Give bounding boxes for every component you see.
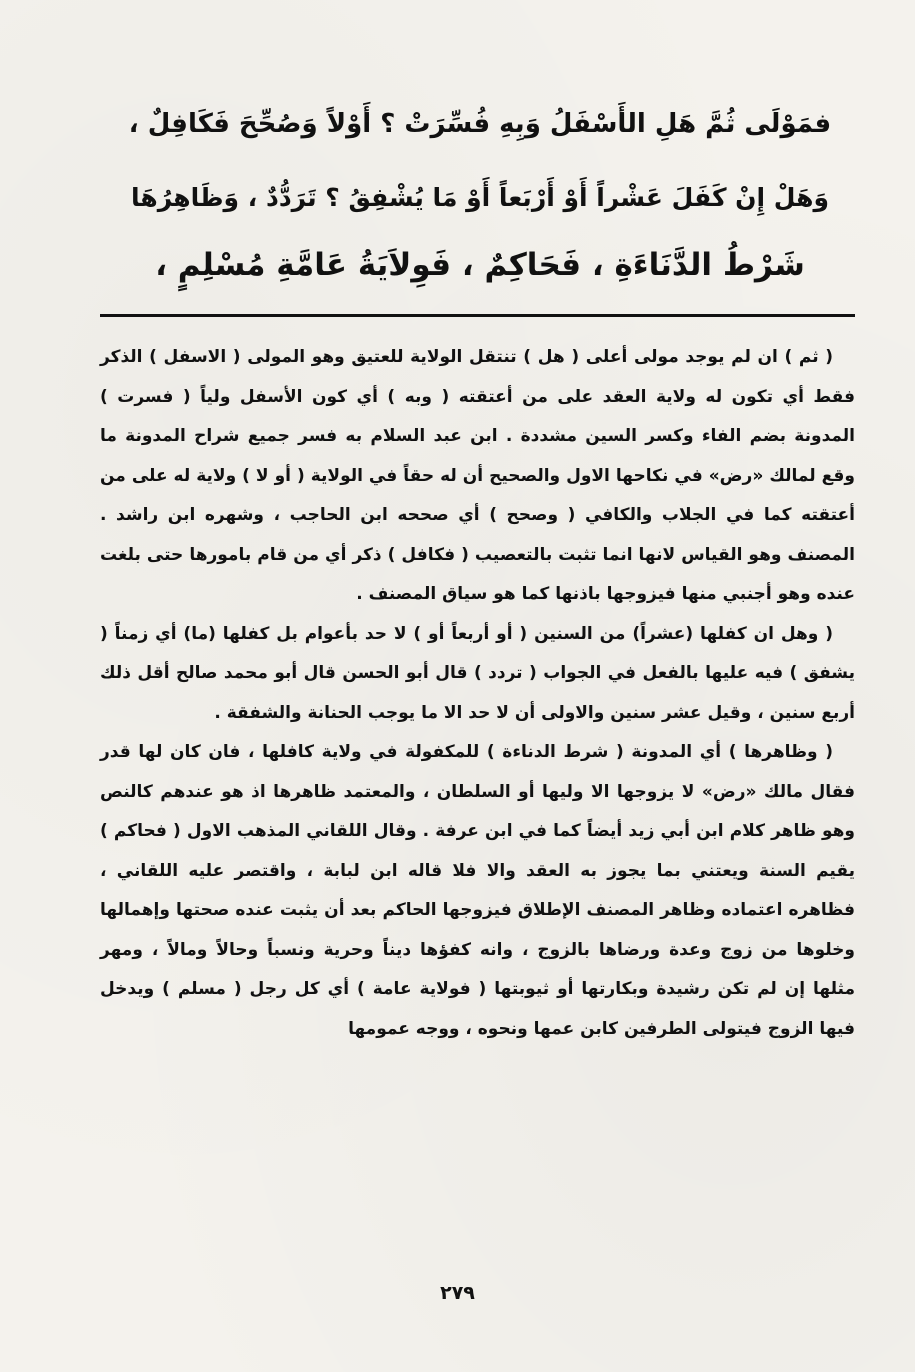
commentary-block bbox=[100, 338, 855, 1049]
commentary-paragraph-2: ( وهل ان كفلها (عشراً) من السنين ( أو أربعاً أو ) لا حد بأعوام بل كفلها (ما) أي زمناً ( يشفق ) فيه عليها بالفعل في الجواب ( تردد ) قال أبو الحسن قال أبو محمد صالح أقل ذلك أربع سنين ، وقيل عشر سنين والاولى أن لا حد الا ما يوجب الحنانة والشفقة . bbox=[100, 623, 855, 723]
verse-line-3: شَرْطُ الدَّنَاءَةِ ، فَحَاكِمٌ ، فَوِلاَيَةُ عَامَّةِ مُسْلِمٍ ، bbox=[155, 247, 805, 283]
divider-rule bbox=[100, 314, 855, 317]
verse-line-2: وَهَلْ إِنْ كَفَلَ عَشْراً أَوْ أَرْبَعاً أَوْ مَا يُشْفِقُ ؟ تَرَدُّدٌ ، وَظَاهِرُهَا bbox=[131, 183, 829, 212]
commentary-paragraph-3: ( وظاهرها ) أي المدونة ( شرط الدناءة ) للمكفولة في ولاية كافلها ، فان كان لها قدر فقال مالك «رض» لا يزوجها الا وليها أو السلطان ، والمعتمد ظاهرها اذ هو عندهم كالنص وهو ظاهر كلام ابن أبي زيد أيضاً كما في ابن عرفة . وقال اللقاني المذهب الاول ( فحاكم ) يقيم السنة ويعتني بما يجوز به العقد والا فلا قاله ابن لبابة ، واقتصر عليه اللقاني ، فظاهره اعتماده وظاهر المصنف الإطلاق فيزوجها الحاكم بعد أن يثبت عنده صحتها وإهمالها وخلوها من زوج وعدة ورضاها بالزوج ، وانه كفؤها ديناً وحرية ونسباً وحالاً ومالاً ، ومهر مثلها إن لم تكن رشيدة وبكارتها أو ثيوبتها ( فولاية عامة ) أي كل رجل ( مسلم ) ويدخل فيها الزوج فيتولى الطرفين كابن عمها ونحوه ، ووجه عمومها bbox=[100, 742, 855, 1039]
page-number: ٢٧٩ bbox=[440, 1282, 475, 1304]
commentary-paragraph-1: ( ثم ) ان لم يوجد مولى أعلى ( هل ) تنتقل الولاية للعتيق وهو المولى ( الاسفل ) الذكر فقط أي تكون له ولاية العقد على من أعتقته ( وبه ) أي كون الأسفل ولياً ( فسرت ) المدونة بضم الفاء وكسر السين مشددة . ابن عبد السلام به فسر جميع شراح المدونة ما وقع لمالك «رض» في نكاحها الاول والصحيح أن له حقاً في الولاية ( أو لا ) ولاية له على من أعتقته كما في الجلاب والكافي ( وصحح ) أي صححه ابن الحاجب ، وشهره ابن راشد . المصنف وهو القياس لانها انما تثبت بالتعصيب ( فكافل ) ذكر أي من قام بامورها حتى بلغت عنده وهو أجنبي منها فيزوجها باذنها كما هو سياق المصنف . bbox=[100, 347, 855, 604]
verse-line-1: فمَوْلَى ثُمَّ هَلِ الأَسْفَلُ وَبِهِ فُسِّرَتْ ؟ أَوْلاً وَصُحِّحَ فَكَافِلٌ ، bbox=[128, 109, 832, 139]
